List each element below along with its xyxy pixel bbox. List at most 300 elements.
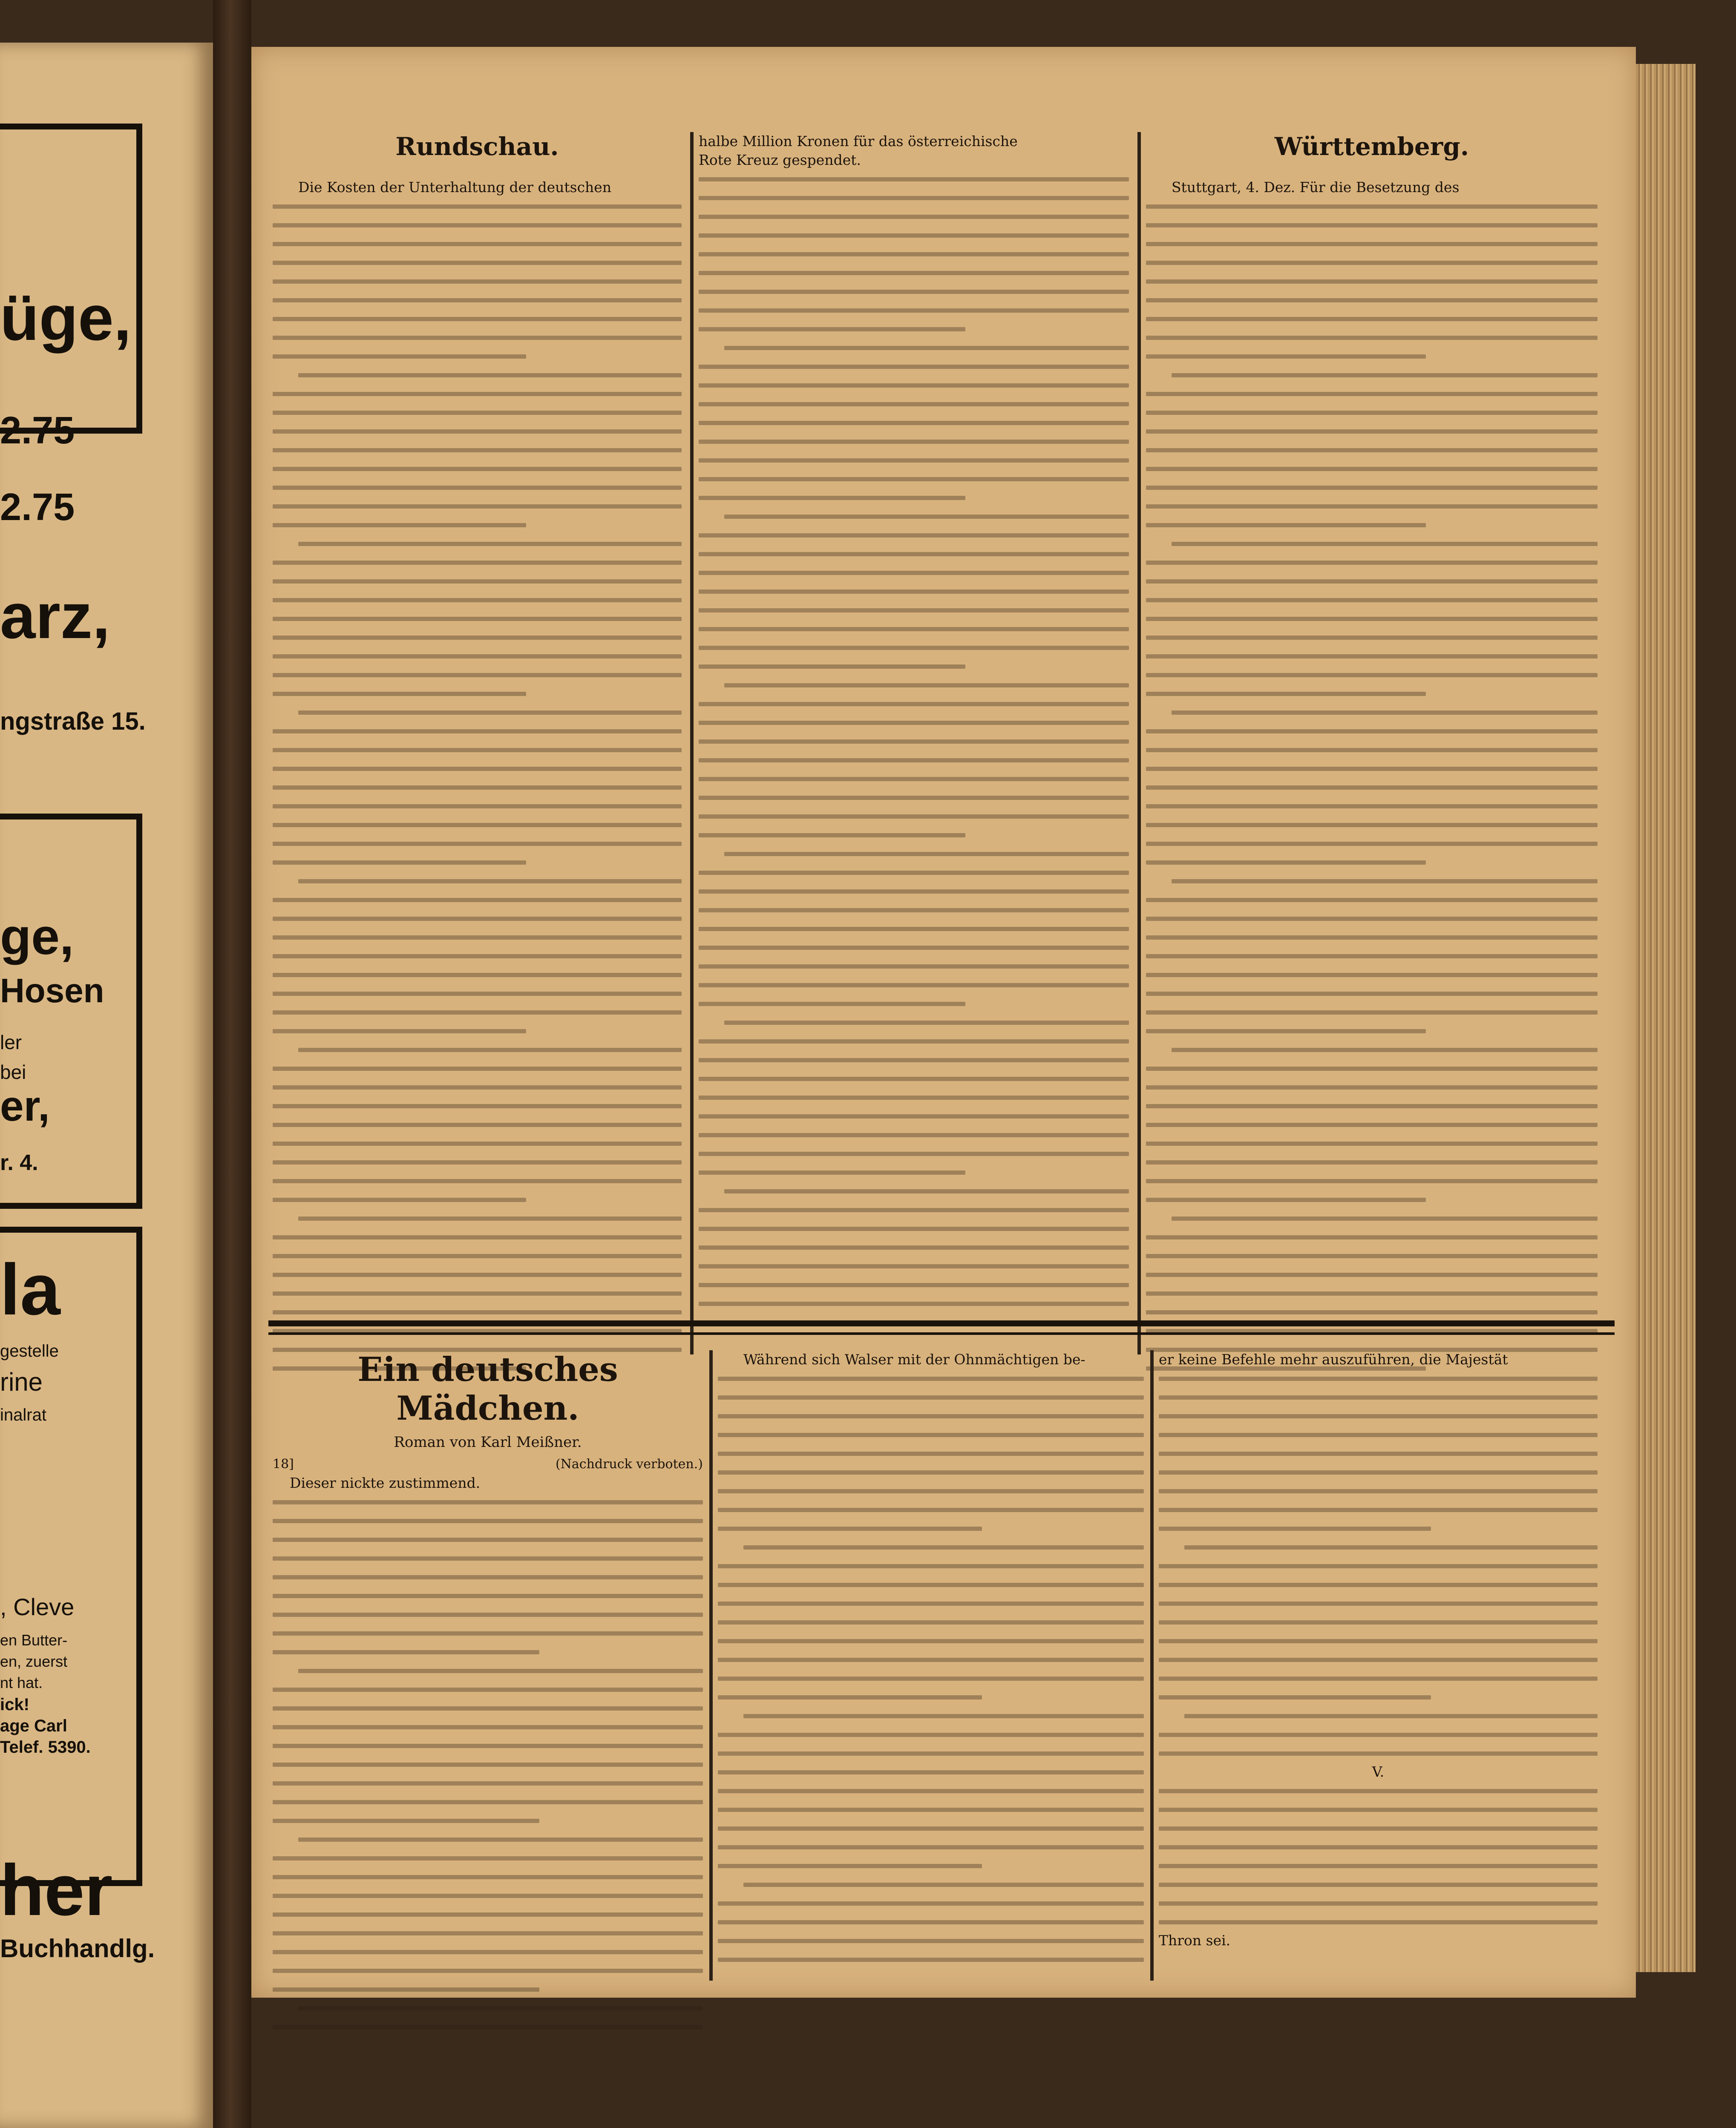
ad-text: Hosen [0, 972, 104, 1009]
text-line-placeholder [718, 1669, 1144, 1688]
text-line-placeholder [1159, 1538, 1598, 1556]
text-line-placeholder [699, 263, 1129, 282]
text-line-placeholder [273, 1549, 703, 1567]
text-line-placeholder [273, 1717, 703, 1736]
text-line-placeholder [1159, 1425, 1598, 1444]
text-line-placeholder [1146, 328, 1598, 347]
text-line-placeholder [699, 938, 1129, 957]
text-line-placeholder [1146, 834, 1598, 853]
text-line-placeholder [273, 834, 682, 853]
text-line-placeholder [273, 1284, 682, 1303]
text-line-placeholder [1146, 365, 1598, 384]
text-line-placeholder [273, 965, 682, 984]
text-line-placeholder [718, 1856, 1144, 1875]
text-line-placeholder [273, 909, 682, 928]
text-line-placeholder [1159, 1838, 1598, 1856]
ad-text: her [0, 1850, 113, 1931]
serial-title: Ein deutsches Mädchen. [357, 1350, 618, 1428]
text-line-placeholder [699, 1200, 1129, 1219]
text-line-placeholder [273, 628, 682, 647]
text-line-placeholder [1146, 647, 1598, 665]
text-line-placeholder [273, 1849, 703, 1867]
text-line-placeholder [718, 1875, 1144, 1894]
text-line-placeholder [1146, 553, 1598, 572]
text-line-placeholder [273, 647, 682, 665]
text-line-placeholder [699, 1125, 1129, 1144]
text-line-placeholder [1146, 703, 1598, 722]
text-line-placeholder [1159, 1388, 1598, 1406]
text-line-placeholder [1159, 1631, 1598, 1650]
text-line-placeholder [699, 170, 1129, 188]
text-line-placeholder [1146, 1303, 1598, 1321]
text-line-placeholder [699, 1294, 1129, 1313]
text-line-placeholder [699, 1163, 1129, 1182]
text-line-placeholder [273, 890, 682, 909]
text-line-placeholder [718, 1406, 1144, 1425]
text-line-placeholder [273, 684, 682, 703]
left-page-advertisements [0, 43, 213, 2128]
article-first-line: Die Kosten der Unterhaltung der deutschen [298, 179, 612, 196]
text-line-placeholder [1146, 197, 1598, 216]
text-line-placeholder [1146, 871, 1598, 890]
text-line-placeholder [699, 469, 1129, 488]
text-line-placeholder [1146, 740, 1598, 759]
text-line-placeholder [718, 1425, 1144, 1444]
text-line-placeholder [699, 413, 1129, 432]
ad-text: nt hat. [0, 1674, 43, 1691]
text-line-placeholder [1146, 1003, 1598, 1021]
text-line-placeholder [699, 319, 1129, 338]
text-line-placeholder [718, 1481, 1144, 1500]
text-line-placeholder [1146, 1078, 1598, 1096]
text-line-placeholder [699, 676, 1129, 694]
serial-episode-number: 18] [273, 1457, 294, 1472]
article-first-line: halbe Million Kronen für das österreichische [699, 133, 1018, 150]
ad-text: bei [0, 1061, 26, 1083]
text-line-placeholder [1146, 1021, 1598, 1040]
article-body-placeholder [273, 197, 682, 1377]
text-line-placeholder [1146, 478, 1598, 497]
text-line-placeholder [273, 1567, 703, 1586]
text-line-placeholder [1159, 1706, 1598, 1725]
book-gutter [213, 0, 251, 2128]
text-line-placeholder [699, 619, 1129, 638]
text-line-placeholder [1159, 1725, 1598, 1744]
text-line-placeholder [273, 1530, 703, 1549]
text-line-placeholder [699, 844, 1129, 863]
text-line-placeholder [1146, 1284, 1598, 1303]
right-page [251, 47, 1636, 1998]
text-line-placeholder [1159, 1800, 1598, 1819]
text-line-placeholder [699, 900, 1129, 919]
text-line-placeholder [699, 863, 1129, 882]
text-line-placeholder [1146, 234, 1598, 253]
ad-text: 2.75 [0, 409, 75, 452]
text-line-placeholder [718, 1706, 1144, 1725]
ad-text: la [0, 1249, 60, 1330]
ad-text: r. 4. [0, 1150, 38, 1175]
text-line-placeholder [273, 1980, 703, 1999]
text-line-placeholder [699, 751, 1129, 769]
text-line-placeholder [273, 1190, 682, 1209]
text-line-placeholder [1146, 946, 1598, 965]
text-line-placeholder [699, 1275, 1129, 1294]
text-line-placeholder [1146, 497, 1598, 515]
text-line-placeholder [273, 459, 682, 478]
serial-body-placeholder [718, 1369, 1144, 1969]
ad-text: gestelle [0, 1342, 59, 1360]
text-line-placeholder [273, 1624, 703, 1642]
text-line-placeholder [718, 1800, 1144, 1819]
serial-body-placeholder [273, 1492, 703, 2036]
text-line-placeholder [699, 563, 1129, 582]
text-line-placeholder [1159, 1650, 1598, 1669]
ad-text: ge, [0, 908, 74, 965]
text-line-placeholder [699, 1107, 1129, 1125]
text-line-placeholder [273, 703, 682, 722]
text-line-placeholder [718, 1538, 1144, 1556]
serial-body-placeholder [1159, 1781, 1598, 1931]
text-line-placeholder [718, 1725, 1144, 1744]
serial-body-placeholder [1159, 1369, 1598, 1763]
section-separator-rule [268, 1320, 1615, 1326]
text-line-placeholder [699, 882, 1129, 900]
text-line-placeholder [273, 290, 682, 309]
text-line-placeholder [273, 1605, 703, 1624]
section-heading-rundschau: Rundschau. [395, 132, 559, 161]
text-line-placeholder [273, 1265, 682, 1284]
column-serial-novel [273, 1350, 703, 2036]
column-wuerttemberg [1146, 132, 1598, 1377]
text-line-placeholder [273, 1246, 682, 1265]
text-line-placeholder [273, 234, 682, 253]
text-line-placeholder [718, 1838, 1144, 1856]
ad-text: ngstraße 15. [0, 707, 146, 735]
text-line-placeholder [1146, 515, 1598, 534]
text-line-placeholder [273, 928, 682, 946]
text-line-placeholder [273, 778, 682, 797]
text-line-placeholder [1146, 853, 1598, 871]
text-line-placeholder [1146, 1209, 1598, 1228]
text-line-placeholder [699, 1069, 1129, 1088]
article-second-line: Rote Kreuz gespendet. [699, 152, 861, 168]
text-line-placeholder [699, 207, 1129, 226]
text-line-placeholder [699, 1088, 1129, 1107]
ad-text: Buchhandlg. [0, 1934, 155, 1963]
text-line-placeholder [718, 1688, 1144, 1706]
text-line-placeholder [273, 609, 682, 628]
text-line-placeholder [699, 732, 1129, 751]
ad-text: üge, [0, 282, 132, 354]
text-line-placeholder [699, 825, 1129, 844]
text-line-placeholder [1159, 1688, 1598, 1706]
text-line-placeholder [699, 994, 1129, 1013]
text-line-placeholder [1146, 1115, 1598, 1134]
column-rundschau [273, 132, 682, 1377]
text-line-placeholder [273, 1905, 703, 1924]
text-line-placeholder [273, 309, 682, 328]
text-line-placeholder [273, 1586, 703, 1605]
text-line-placeholder [1146, 965, 1598, 984]
text-line-placeholder [273, 365, 682, 384]
text-line-placeholder [1146, 290, 1598, 309]
text-line-placeholder [1146, 1153, 1598, 1171]
text-line-placeholder [273, 1209, 682, 1228]
serial-byline: Roman von Karl Meißner. [394, 1434, 582, 1451]
text-line-placeholder [699, 657, 1129, 676]
ad-text: inalrat [0, 1406, 46, 1424]
text-line-placeholder [1146, 1171, 1598, 1190]
ad-text: er, [0, 1082, 50, 1130]
text-line-placeholder [1159, 1575, 1598, 1594]
text-line-placeholder [718, 1575, 1144, 1594]
column-rule [1150, 1350, 1154, 1981]
text-line-placeholder [273, 1303, 682, 1321]
serial-last-line: Thron sei. [1159, 1932, 1231, 1949]
text-line-placeholder [273, 1153, 682, 1171]
text-line-placeholder [1146, 459, 1598, 478]
text-line-placeholder [1146, 572, 1598, 590]
text-line-placeholder [273, 1774, 703, 1792]
text-line-placeholder [273, 871, 682, 890]
text-line-placeholder [699, 694, 1129, 713]
text-line-placeholder [273, 1867, 703, 1886]
text-line-placeholder [1159, 1875, 1598, 1894]
ad-text: rine [0, 1368, 43, 1396]
text-line-placeholder [273, 665, 682, 684]
text-line-placeholder [699, 188, 1129, 207]
text-line-placeholder [1159, 1819, 1598, 1838]
text-line-placeholder [1159, 1444, 1598, 1463]
column-rule [709, 1350, 713, 1981]
article-first-line: Stuttgart, 4. Dez. Für die Besetzung des [1172, 179, 1460, 196]
text-line-placeholder [273, 1511, 703, 1530]
text-line-placeholder [273, 384, 682, 403]
stacked-page-edges [1636, 64, 1696, 1972]
text-line-placeholder [273, 1699, 703, 1717]
text-line-placeholder [1159, 1912, 1598, 1931]
text-line-placeholder [1146, 272, 1598, 290]
ad-text: , Cleve [0, 1593, 75, 1620]
text-line-placeholder [273, 1134, 682, 1153]
text-line-placeholder [1146, 815, 1598, 834]
text-line-placeholder [1159, 1481, 1598, 1500]
text-line-placeholder [1146, 628, 1598, 647]
text-line-placeholder [718, 1556, 1144, 1575]
text-line-placeholder [273, 253, 682, 272]
text-line-placeholder [1146, 347, 1598, 365]
text-line-placeholder [1159, 1594, 1598, 1613]
text-line-placeholder [718, 1519, 1144, 1538]
ad-text: age Carl [0, 1717, 67, 1735]
text-line-placeholder [718, 1950, 1144, 1969]
text-line-placeholder [273, 1096, 682, 1115]
text-line-placeholder [1146, 1059, 1598, 1078]
text-line-placeholder [1159, 1894, 1598, 1912]
text-line-placeholder [273, 1924, 703, 1942]
text-line-placeholder [1146, 797, 1598, 815]
text-line-placeholder [273, 1999, 703, 2017]
text-line-placeholder [273, 497, 682, 515]
text-line-placeholder [699, 788, 1129, 807]
text-line-placeholder [273, 1003, 682, 1021]
text-line-placeholder [273, 1115, 682, 1134]
text-line-placeholder [699, 338, 1129, 357]
text-line-placeholder [273, 946, 682, 965]
text-line-placeholder [718, 1613, 1144, 1631]
text-line-placeholder [273, 1811, 703, 1830]
text-line-placeholder [699, 1032, 1129, 1050]
text-line-placeholder [1159, 1463, 1598, 1481]
text-line-placeholder [273, 815, 682, 834]
text-line-placeholder [718, 1894, 1144, 1912]
serial-first-line: Dieser nickte zustimmend. [290, 1475, 481, 1491]
article-body-placeholder [1146, 197, 1598, 1377]
text-line-placeholder [699, 713, 1129, 732]
serial-first-line: er keine Befehle mehr auszuführen, die Majestät [1159, 1351, 1508, 1368]
text-line-placeholder [699, 244, 1129, 263]
text-line-placeholder [1146, 1096, 1598, 1115]
text-line-placeholder [1146, 609, 1598, 628]
ad-text: Telef. 5390. [0, 1738, 91, 1757]
text-line-placeholder [699, 394, 1129, 413]
text-line-placeholder [273, 403, 682, 422]
text-line-placeholder [699, 451, 1129, 469]
text-line-placeholder [699, 1257, 1129, 1275]
text-line-placeholder [273, 1171, 682, 1190]
text-line-placeholder [718, 1912, 1144, 1931]
text-line-placeholder [1159, 1856, 1598, 1875]
text-line-placeholder [1159, 1556, 1598, 1575]
text-line-placeholder [699, 1238, 1129, 1257]
ad-text: en Butter- [0, 1631, 68, 1649]
text-line-placeholder [699, 1050, 1129, 1069]
text-line-placeholder [1159, 1519, 1598, 1538]
text-line-placeholder [718, 1744, 1144, 1763]
text-line-placeholder [273, 572, 682, 590]
ad-text: 2.75 [0, 486, 75, 529]
text-line-placeholder [718, 1819, 1144, 1838]
text-line-placeholder [699, 507, 1129, 526]
text-line-placeholder [699, 301, 1129, 319]
text-line-placeholder [273, 590, 682, 609]
text-line-placeholder [1146, 928, 1598, 946]
text-line-placeholder [1146, 534, 1598, 553]
text-line-placeholder [699, 807, 1129, 825]
text-line-placeholder [699, 376, 1129, 394]
section-separator-rule-thin [268, 1332, 1615, 1335]
text-line-placeholder [699, 1013, 1129, 1032]
text-line-placeholder [273, 1942, 703, 1961]
text-line-placeholder [273, 1830, 703, 1849]
text-line-placeholder [1159, 1369, 1598, 1388]
text-line-placeholder [699, 1144, 1129, 1163]
text-line-placeholder [273, 722, 682, 740]
text-line-placeholder [1146, 590, 1598, 609]
serial-meta [273, 1455, 703, 1474]
section-heading-wuerttemberg: Württemberg. [1274, 132, 1469, 161]
text-line-placeholder [718, 1931, 1144, 1950]
text-line-placeholder [699, 488, 1129, 507]
article-body-placeholder [699, 170, 1129, 1313]
text-line-placeholder [273, 422, 682, 440]
text-line-placeholder [1159, 1669, 1598, 1688]
text-line-placeholder [1146, 778, 1598, 797]
text-line-placeholder [273, 984, 682, 1003]
text-line-placeholder [1146, 216, 1598, 234]
text-line-placeholder [1146, 984, 1598, 1003]
text-line-placeholder [699, 226, 1129, 244]
text-line-placeholder [1146, 759, 1598, 778]
text-line-placeholder [699, 544, 1129, 563]
text-line-placeholder [273, 197, 682, 216]
text-line-placeholder [273, 272, 682, 290]
text-line-placeholder [1146, 722, 1598, 740]
text-line-placeholder [718, 1444, 1144, 1463]
text-line-placeholder [699, 769, 1129, 788]
text-line-placeholder [273, 1755, 703, 1774]
text-line-placeholder [1146, 909, 1598, 928]
text-line-placeholder [1146, 384, 1598, 403]
column-serial-right [1159, 1350, 1598, 1950]
text-line-placeholder [1146, 309, 1598, 328]
text-line-placeholder [718, 1650, 1144, 1669]
text-line-placeholder [718, 1594, 1144, 1613]
text-line-placeholder [699, 1182, 1129, 1200]
text-line-placeholder [1146, 665, 1598, 684]
text-line-placeholder [718, 1369, 1144, 1388]
text-line-placeholder [699, 357, 1129, 376]
text-line-placeholder [1146, 422, 1598, 440]
text-line-placeholder [1146, 253, 1598, 272]
text-line-placeholder [699, 282, 1129, 301]
text-line-placeholder [273, 1961, 703, 1980]
text-line-placeholder [273, 1886, 703, 1905]
text-line-placeholder [273, 1661, 703, 1680]
text-line-placeholder [1146, 684, 1598, 703]
text-line-placeholder [273, 1040, 682, 1059]
text-line-placeholder [1146, 440, 1598, 459]
text-line-placeholder [273, 1642, 703, 1661]
text-line-placeholder [1159, 1500, 1598, 1519]
text-line-placeholder [699, 582, 1129, 601]
text-line-placeholder [699, 638, 1129, 657]
text-line-placeholder [273, 853, 682, 871]
text-line-placeholder [718, 1781, 1144, 1800]
ad-text: ler [0, 1031, 22, 1053]
ad-box-2 [0, 814, 142, 1209]
text-line-placeholder [699, 957, 1129, 975]
text-line-placeholder [273, 478, 682, 497]
text-line-placeholder [718, 1463, 1144, 1481]
text-line-placeholder [273, 1228, 682, 1246]
column-middle-top [699, 132, 1129, 1313]
text-line-placeholder [273, 553, 682, 572]
text-line-placeholder [273, 1736, 703, 1755]
text-line-placeholder [1159, 1613, 1598, 1631]
text-line-placeholder [273, 1792, 703, 1811]
text-line-placeholder [273, 1680, 703, 1699]
text-line-placeholder [273, 1059, 682, 1078]
serial-first-line: Während sich Walser mit der Ohnmächtigen be- [743, 1351, 1085, 1368]
text-line-placeholder [699, 975, 1129, 994]
text-line-placeholder [273, 2017, 703, 2036]
text-line-placeholder [718, 1388, 1144, 1406]
text-line-placeholder [1146, 1040, 1598, 1059]
column-serial-middle [718, 1350, 1144, 1969]
text-line-placeholder [718, 1631, 1144, 1650]
column-rule [1137, 132, 1141, 1354]
